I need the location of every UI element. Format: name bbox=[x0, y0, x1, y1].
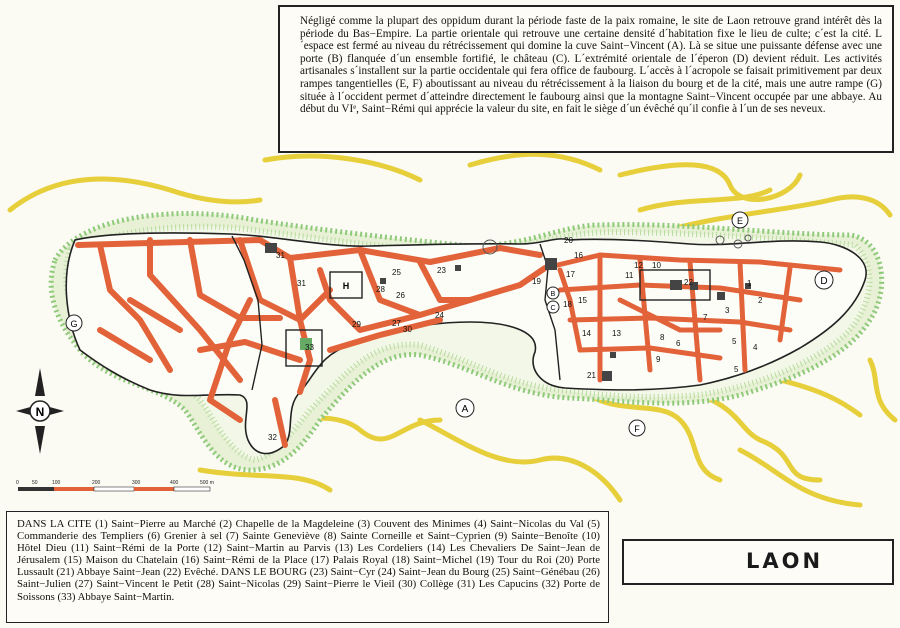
zone-label-h: H bbox=[342, 281, 350, 291]
site-number-30: 30 bbox=[403, 325, 412, 334]
scale-bar bbox=[16, 478, 216, 494]
history-description-text: Négligé comme la plupart des oppidum durant la période faste de la paix romaine, le site de Laon retrouve grand intérêt dès la période du Bas−Empire. La partie orientale qui retrouve une certaine densité d´habitation fixe le lieu de culte; c´est la cité. L´espace est fermé au niveau du rétrécissement qui domine la cuve Saint−Vincent (A). Là se situe une puissante défense avec une porte (B) flanquée d´un ensemble fortifié, le château (C). L´extrémité orientale de l´éperon (D) devient réduit. Les activités artisanales s´installent sur la partie occidentale qui fera office de faubourg. L´accès à l´acropole se faisait primitivement par deux rampes tangentielles (E, F) aboutissant au niveau du rétrécissement à la liaison du bourg et de la cité, mais une autre rampe (G) située à l´occident permet d´atteindre directement le faubourg ainsi que la montagne Saint−Vincent occupée par une abbaye. Au début du VIᵉ, Saint−Rémi qui apprécie la valeur du site, en fait le siège d´un évêché qu´il confie à l´un de ses neveux. bbox=[300, 15, 882, 116]
zone-label-b bbox=[547, 287, 559, 299]
zone-label-c bbox=[547, 301, 559, 313]
scale-tick: 0 bbox=[16, 480, 19, 486]
site-number-22: 22 bbox=[684, 278, 693, 287]
site-number-32: 32 bbox=[268, 433, 277, 442]
compass-north-arrow-icon bbox=[35, 368, 45, 396]
scale-tick: 300 bbox=[132, 480, 141, 486]
site-number-9: 9 bbox=[656, 355, 661, 364]
zone-label-a bbox=[456, 399, 474, 417]
svg-text:D: D bbox=[820, 276, 828, 287]
site-number-25: 25 bbox=[392, 268, 401, 277]
map-title: LAON bbox=[746, 549, 824, 573]
site-number-16: 16 bbox=[574, 251, 583, 260]
site-number-24: 24 bbox=[435, 311, 444, 320]
site-number-31: 31 bbox=[276, 251, 285, 260]
compass-rose bbox=[14, 366, 66, 456]
site-number-4: 4 bbox=[753, 343, 758, 352]
zone-label-f bbox=[629, 420, 645, 436]
zone-label-d bbox=[815, 271, 833, 289]
zone-label-g bbox=[66, 315, 82, 331]
site-number-13: 13 bbox=[612, 329, 621, 338]
scale-tick: 100 bbox=[52, 480, 61, 486]
map-title-box bbox=[622, 539, 894, 585]
site-number-6: 6 bbox=[676, 339, 681, 348]
svg-text:B: B bbox=[550, 291, 556, 298]
sites-legend bbox=[6, 511, 609, 623]
site-number-7: 7 bbox=[703, 313, 708, 322]
site-number-31b: 31 bbox=[297, 279, 306, 288]
scale-tick: 400 bbox=[170, 480, 179, 486]
site-number-15: 15 bbox=[578, 296, 587, 305]
site-number-12: 12 bbox=[634, 261, 643, 270]
compass-south-arrow-icon bbox=[35, 426, 45, 454]
site-number-19: 19 bbox=[532, 277, 541, 286]
site-number-8: 8 bbox=[660, 333, 665, 342]
site-number-28: 28 bbox=[376, 285, 385, 294]
site-number-14: 14 bbox=[582, 329, 591, 338]
history-description bbox=[278, 5, 894, 153]
scale-tick: 50 bbox=[32, 480, 38, 486]
sites-legend-text: DANS LA CITE (1) Saint−Pierre au Marché (2) Chapelle de la Magdeleine (3) Couvent des Minimes (4) Saint−Nicolas du Val (5) Commanderie des Templiers (6) Grenier à sel (7) Sainte Geneviève (8) Sainte Corneille et Saint−Cyprien (9) Sainte−Benoîte (10) Hôtel Dieu (11) Saint−Rémi de la Porte (12) Saint−Martin au Parvis (13) Les Cordeliers (14) Les Chevaliers De Saint−Jean de Jérusalem (15) Maison du Chatelain (16) Saint−Rémi de la Place (17) Palais Royal (18) Saint−Michel (19) Tour du Roi (20) Porte Lussault (21) Abbaye Saint−Jean (22) Evêché. DANS LE BOURG (23) Saint−Cyr (24) Saint−Jean du Bourg (25) Saint−Génébau (26) Saint−Julien (27) Saint−Vincent le Petit (28) Saint−Nicolas (29) Saint−Pierre le Vieil (30) Collège (31) Les Capucins (32) Porte de Soissons (33) Abbaye Saint−Martin. bbox=[17, 518, 600, 603]
svg-text:E: E bbox=[736, 216, 744, 226]
site-number-27: 27 bbox=[392, 319, 401, 328]
site-number-26: 26 bbox=[396, 291, 405, 300]
svg-text:F: F bbox=[634, 424, 640, 434]
zone-label-e bbox=[732, 212, 748, 228]
site-number-21: 21 bbox=[587, 371, 596, 380]
site-number-20: 20 bbox=[564, 236, 573, 245]
site-number-23: 23 bbox=[437, 266, 446, 275]
site-number-10: 10 bbox=[652, 261, 661, 270]
site-number-29: 29 bbox=[352, 320, 361, 329]
site-number-2: 2 bbox=[758, 296, 763, 305]
site-number-33: 33 bbox=[305, 343, 314, 352]
site-number-18: 18 bbox=[563, 300, 572, 309]
site-number-3: 3 bbox=[725, 306, 730, 315]
svg-text:C: C bbox=[550, 305, 556, 312]
site-number-11: 11 bbox=[625, 271, 634, 280]
site-number-5: 5 bbox=[732, 337, 737, 346]
compass-north-label: N bbox=[35, 405, 45, 419]
scale-tick: 200 bbox=[92, 480, 101, 486]
site-number-17: 17 bbox=[566, 270, 575, 279]
svg-text:A: A bbox=[461, 404, 469, 415]
scale-tick: 500 m bbox=[200, 480, 214, 486]
site-number-5b: 5 bbox=[734, 365, 739, 374]
svg-text:G: G bbox=[70, 319, 78, 329]
site-number-1: 1 bbox=[747, 279, 752, 288]
